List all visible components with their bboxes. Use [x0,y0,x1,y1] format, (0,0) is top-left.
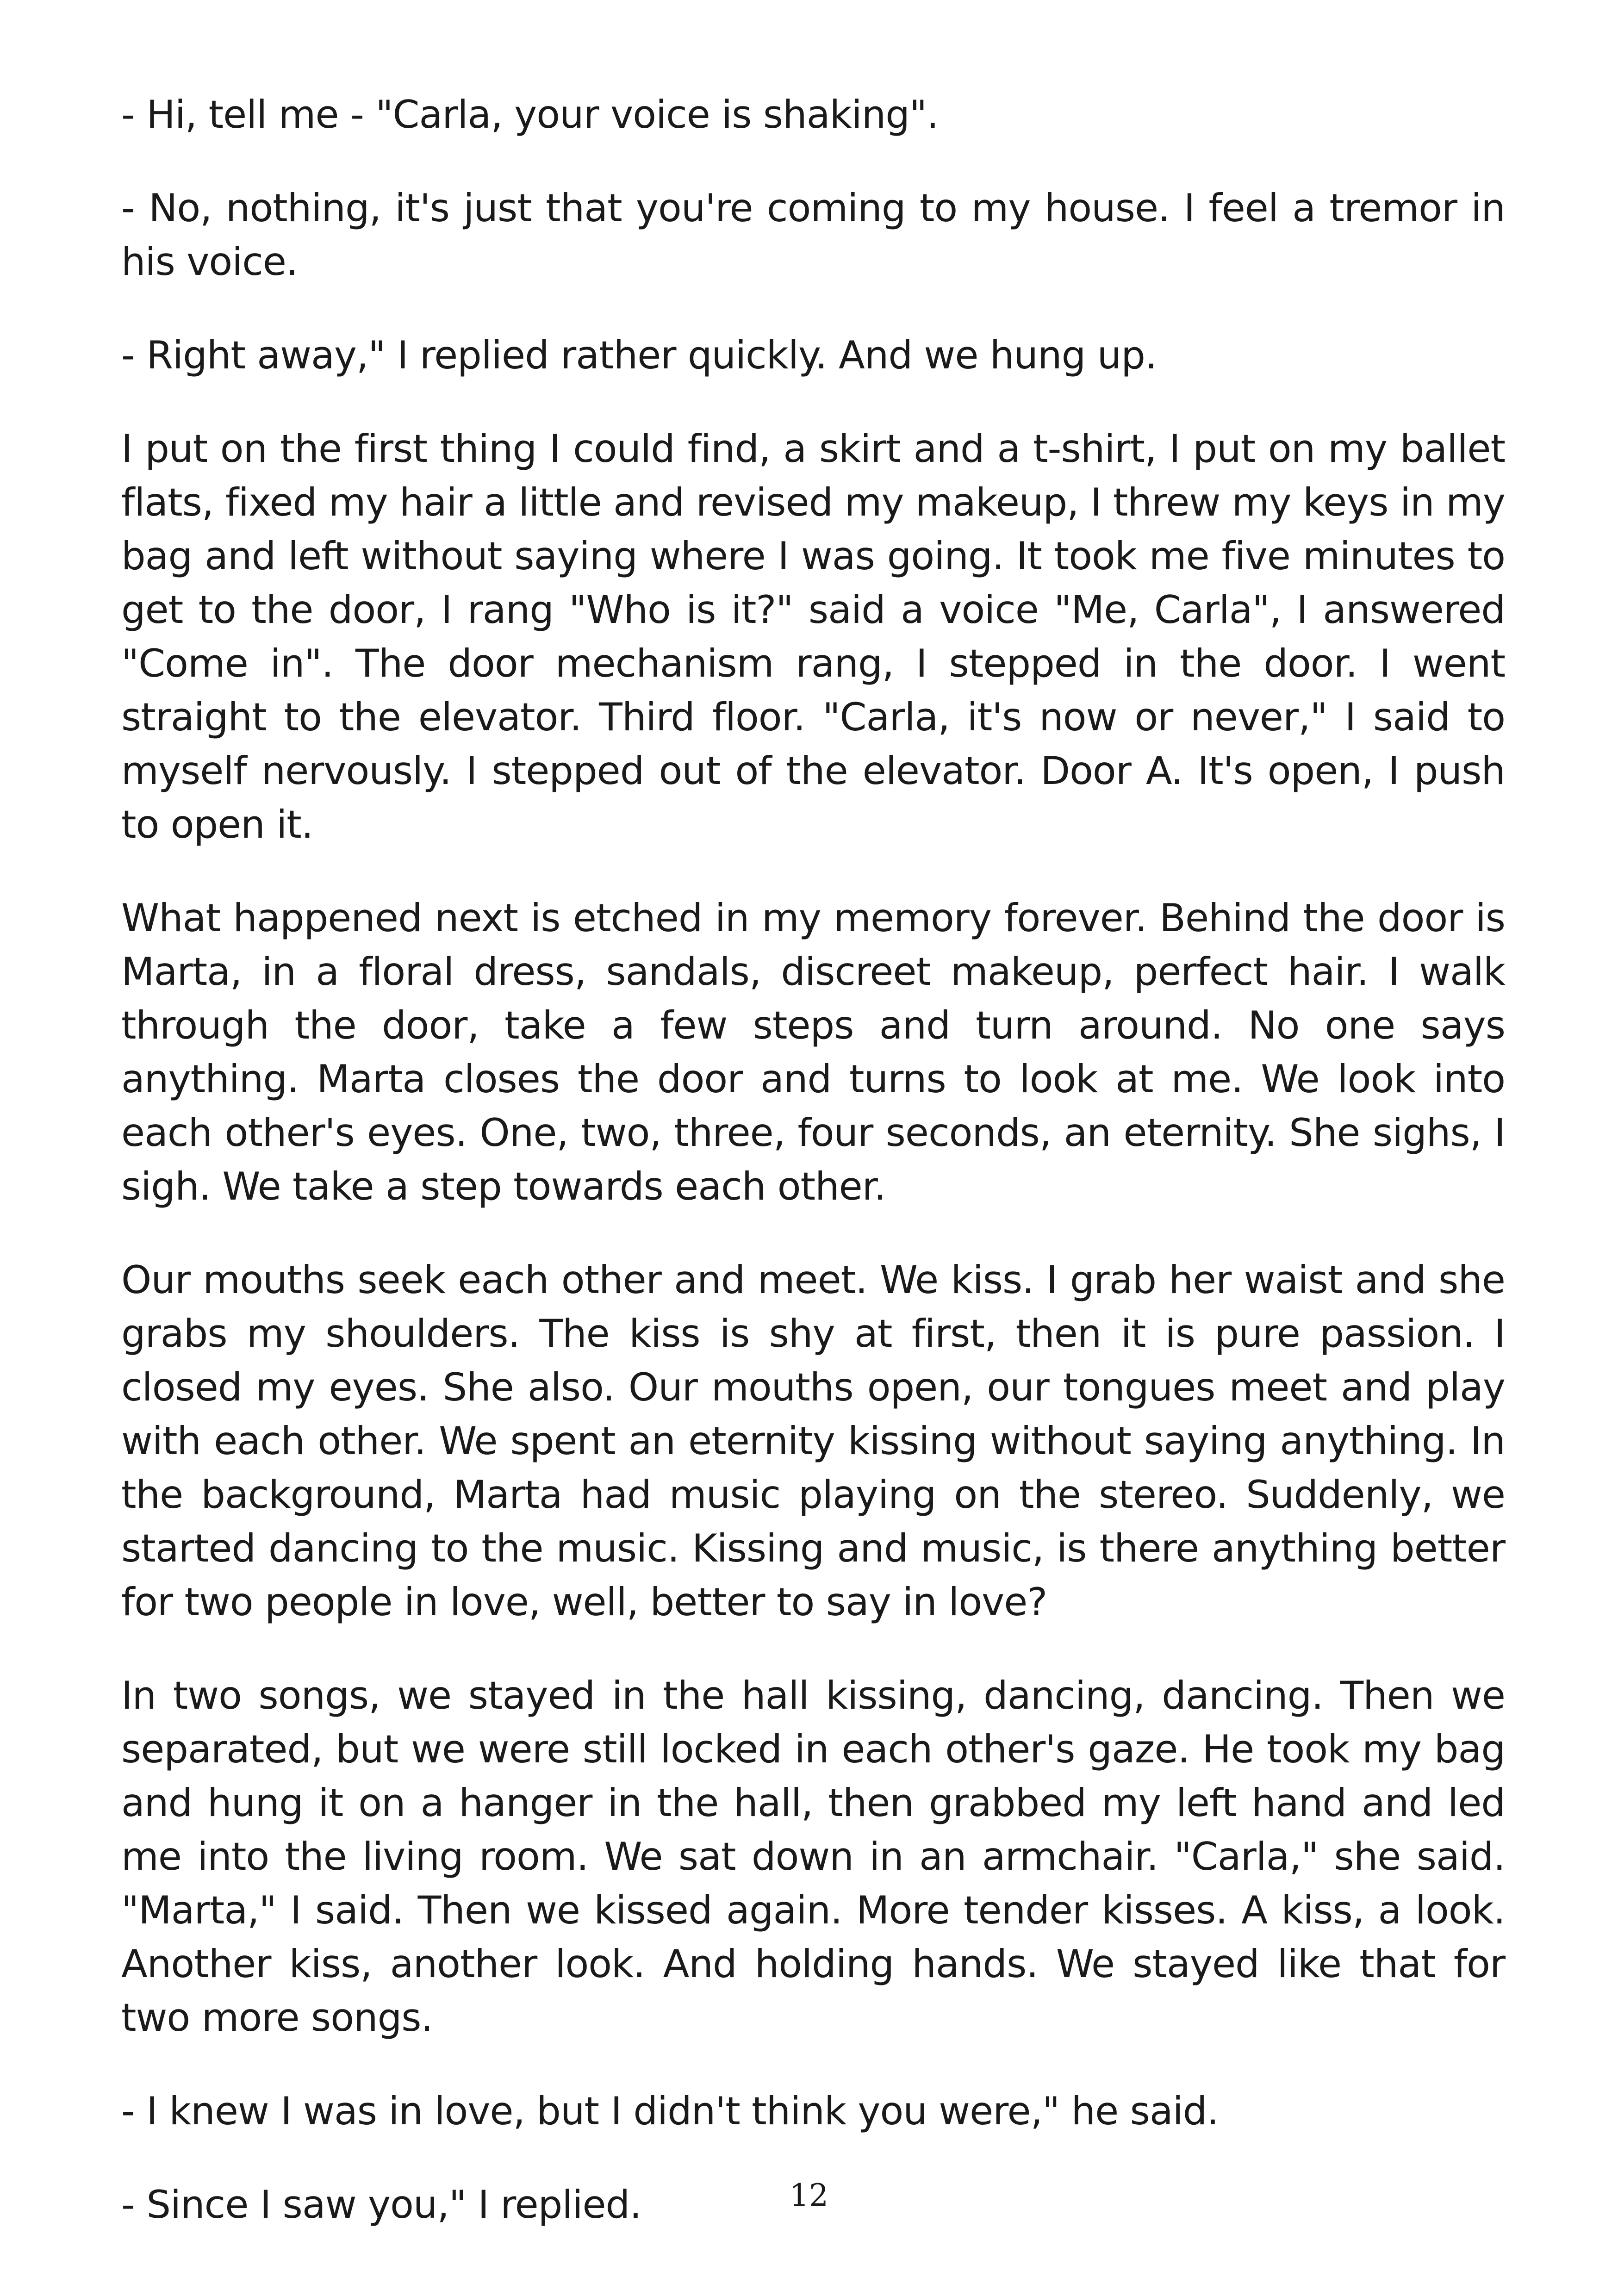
paragraph: In two songs, we stayed in the hall kissing, dancing, dancing. Then we separated, but we were still locked in each other's gaze. He took my bag and hung it on a hanger in the hall, then grabbed my left hand and led me into the living room. We sat down in an armchair. "Carla," she said. "Marta," I said. Then we kissed again. More tender kisses. A kiss, a look. Another kiss, another look. And holding hands. We stayed like that for two more songs. [121,1673,1505,2040]
paragraph: - Right away," I replied rather quickly. And we hung up. [121,333,1157,378]
page-number: 12 [790,2178,828,2213]
paragraph: Our mouths seek each other and meet. We kiss. I grab her waist and she grabs my shoulders. The kiss is shy at first, then it is pure passion. I closed my eyes. She also. Our mouths open, our tongues meet and play with each other. We spent an eternity kissing without saying anything. In the background, Marta had music playing on the stereo. Suddenly, we started dancing to the music. Kissing and music, is there anything better for two people in love, well, better to say in love? [121,1257,1505,1624]
paragraph: - No, nothing, it's just that you're coming to my house. I feel a tremor in his voice. [121,186,1505,284]
paragraph: - I knew I was in love, but I didn't think you were," he said. [121,2089,1219,2134]
paragraph: - Since I saw you," I replied. [121,2182,641,2227]
paragraph: I put on the first thing I could find, a skirt and a t-shirt, I put on my ballet flats, fixed my hair a little and revised my makeup, I threw my keys in my bag and left without saying where I was going. It took me five minutes to get to the door, I rang "Who is it?" said a voice "Me, Carla", I answered "Come in". The door mechanism rang, I stepped in the door. I went straight to the elevator. Third floor. "Carla, it's now or never," I said to myself nervously. I stepped out of the elevator. Door A. It's open, I push to open it. [121,426,1505,847]
page-body [121,88,1505,2271]
paragraph: What happened next is etched in my memory forever. Behind the door is Marta, in a floral dress, sandals, discreet makeup, perfect hair. I walk through the door, take a few steps and turn around. No one says anything. Marta closes the door and turns to look at me. We look into each other's eyes. One, two, three, four seconds, an eternity. She sighs, I sigh. We take a step towards each other. [121,896,1505,1209]
paragraph: - Hi, tell me - "Carla, your voice is shaking". [121,92,939,137]
